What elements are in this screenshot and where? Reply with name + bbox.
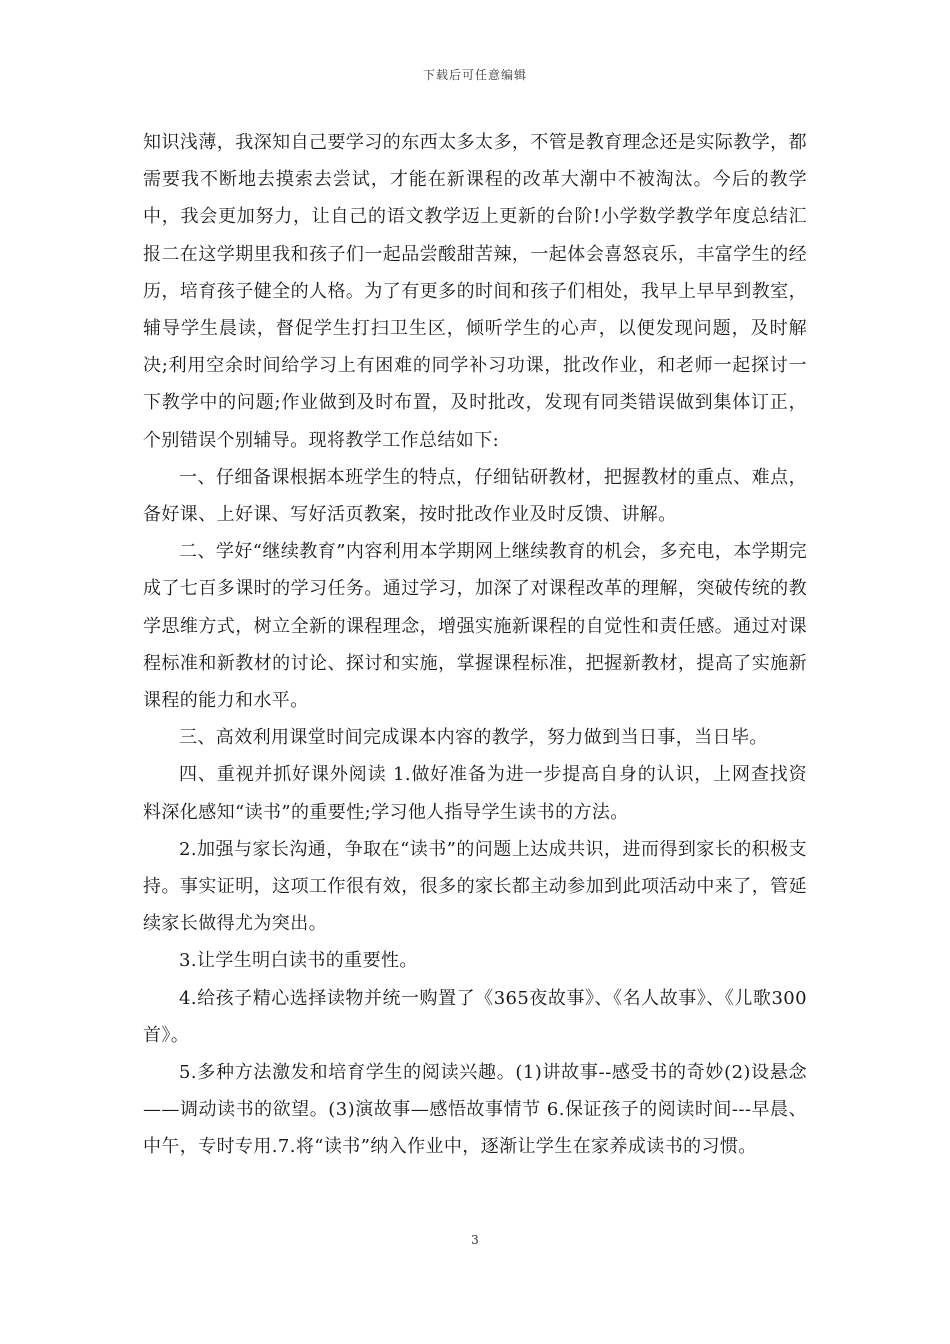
paragraph-sub-2: 2.加强与家长沟通，争取在“读书”的问题上达成共识，进而得到家长的积极支持。事实证明，这项工作很有效，很多的家长都主动参加到此项活动中来了，管延续家长做得尤为突出。 <box>143 838 807 935</box>
paragraph-item-2: 二、学好“继续教育”内容利用本学期网上继续教育的机会，多充电，本学期完成了七百多课时的学习任务。通过学习，加深了对课程改革的理解，突破传统的教学思维方式，树立全新的课程理念，增强实施新课程的自觉性和责任感。通过对课程标准和新教材的讨论、探讨和实施，掌握课程标准，把握新教材，提高了实施新课程的能力和水平。 <box>143 541 807 712</box>
page-header: 下载后可任意编辑 <box>422 68 527 82</box>
paragraph-intro: 知识浅薄，我深知自己要学习的东西太多太多，不管是教育理念还是实际教学，都需要我不断地去摸索去尝试，才能在新课程的改革大潮中不被淘汰。今后的教学中，我会更加努力，让自己的语文教学迈上更新的台阶!小学数学教学年度总结汇报二在这学期里我和孩子们一起品尝酸甜苦辣，一起体会喜怒哀乐，丰富学生的经历，培育孩子健全的人格。为了有更多的时间和孩子们相处，我早上早早到教室，辅导学生晨读，督促学生打扫卫生区，倾听学生的心声，以便发现问题，及时解决;利用空余时间给学习上有困难的同学补习功课，批改作业，和老师一起探讨一下教学中的问题;作业做到及时布置，及时批改，发现有同类错误做到集体订正，个别错误个别辅导。现将教学工作总结如下: <box>143 132 807 451</box>
document-body <box>143 124 807 1166</box>
paragraph-sub-5: 5.多种方法激发和培育学生的阅读兴趣。(1)讲故事--感受书的奇妙(2)设悬念——调动读书的欲望。(3)演故事—感悟故事情节 6.保证孩子的阅读时间---早晨、中午，专时专用.7.将“读书”纳入作业中，逐渐让学生在家养成读书的习惯。 <box>143 1062 807 1158</box>
paragraph-sub-4: 4.给孩子精心选择读物并统一购置了《365夜故事》、《名人故事》、《儿歌300首》。 <box>143 987 807 1046</box>
paragraph-sub-3: 3.让学生明白读书的重要性。 <box>179 950 418 972</box>
paragraph-item-4: 四、重视并抓好课外阅读 1.做好准备为进一步提高自身的认识，上网查找资料深化感知“读书”的重要性;学习他人指导学生读书的方法。 <box>143 764 807 823</box>
paragraph-item-1: 一、仔细备课根据本班学生的特点，仔细钻研教材，把握教材的重点、难点，备好课、上好课、写好活页教案，按时批改作业及时反馈、讲解。 <box>143 466 807 526</box>
paragraph-item-3: 三、高效利用课堂时间完成课本内容的教学，努力做到当日事，当日毕。 <box>179 727 768 749</box>
page-number: 3 <box>471 1233 479 1247</box>
